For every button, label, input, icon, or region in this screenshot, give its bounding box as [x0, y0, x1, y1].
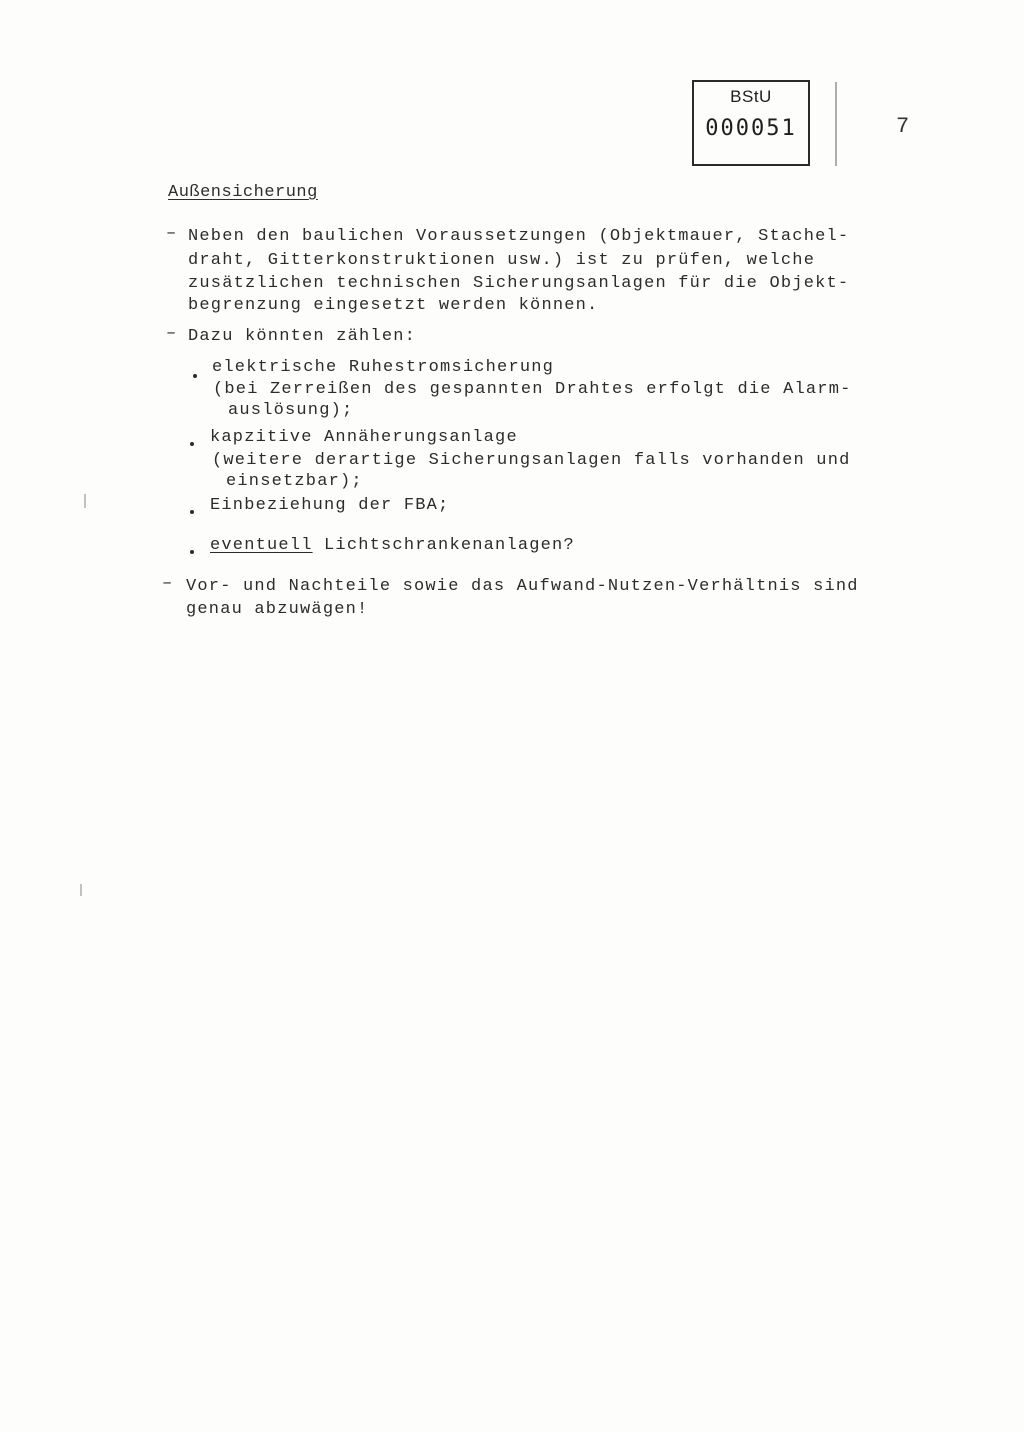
item2-sub2-line3: einsetzbar);	[226, 472, 363, 491]
item1-line4: begrenzung eingesetzt werden können.	[188, 296, 599, 315]
bullet-dot	[190, 510, 194, 514]
list-dash: –	[166, 324, 177, 343]
archive-stamp	[692, 80, 810, 166]
item2-sub2-line1: kapzitive Annäherungsanlage	[210, 428, 518, 447]
item1-line3: zusätzlichen technischen Sicherungsanlagen für die Objekt-	[188, 274, 850, 293]
item3-line2: genau abzuwägen!	[186, 600, 369, 619]
stamp-organization: BStU	[730, 87, 772, 106]
bullet-dot	[190, 550, 194, 554]
item2-sub1-line1: elektrische Ruhestromsicherung	[212, 358, 555, 377]
scan-mark	[80, 884, 82, 896]
stamp-number: 000051	[705, 116, 797, 141]
list-dash: –	[162, 574, 173, 593]
item2-sub1-line2: (bei Zerreißen des gespannten Drahtes erfolgt die Alarm-	[213, 380, 852, 399]
scan-mark	[84, 494, 86, 508]
item2-sub2-line2: (weitere derartige Sicherungsanlagen falls vorhanden und	[212, 451, 851, 470]
item2-sub4-rest: Lichtschrankenanlagen?	[312, 536, 575, 555]
item1-line1: Neben den baulichen Voraussetzungen (Objektmauer, Stachel-	[188, 227, 850, 246]
section-heading: Außensicherung	[168, 183, 318, 202]
item2-sub4-emphasis: eventuell	[210, 536, 313, 555]
bullet-dot	[190, 442, 194, 446]
list-dash: –	[166, 224, 177, 243]
item2-sub1-line3: auslösung);	[228, 401, 354, 420]
stamp-side-rule	[835, 82, 837, 166]
bullet-dot	[193, 374, 197, 378]
item2-sub3: Einbeziehung der FBA;	[210, 496, 450, 515]
item2-sub4	[210, 536, 575, 555]
page-number: 7	[896, 114, 910, 139]
item3-line1: Vor- und Nachteile sowie das Aufwand-Nutzen-Verhältnis sind	[186, 577, 859, 596]
item1-line2: draht, Gitterkonstruktionen usw.) ist zu prüfen, welche	[188, 251, 816, 270]
item2-intro: Dazu könnten zählen:	[188, 327, 417, 346]
